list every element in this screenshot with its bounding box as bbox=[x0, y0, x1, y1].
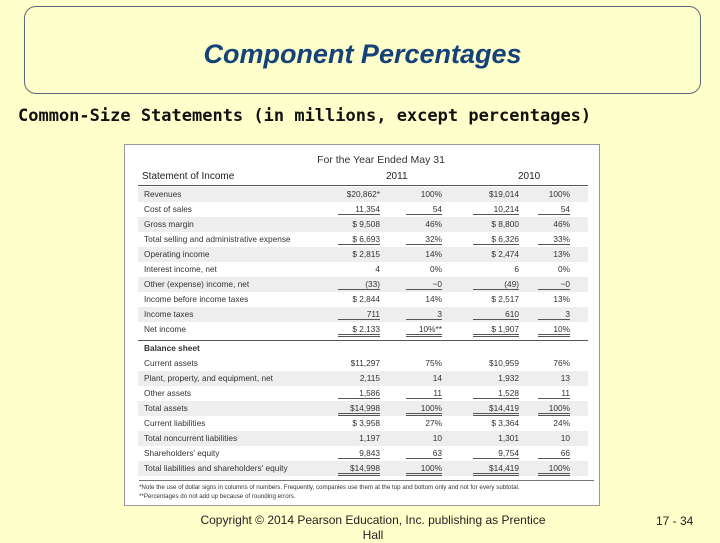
table-row bbox=[138, 232, 588, 247]
value-year2: $ 1,907 bbox=[473, 324, 519, 337]
table-row bbox=[138, 371, 588, 386]
balance-table bbox=[138, 356, 588, 476]
value-year1: $11,297 bbox=[350, 358, 380, 368]
value-year2: 1,301 bbox=[498, 433, 519, 443]
row-label: Operating income bbox=[144, 249, 210, 259]
percent-year1: 54 bbox=[406, 204, 442, 215]
percent-year2: ~0 bbox=[538, 279, 570, 290]
balance-sheet-section bbox=[138, 340, 588, 476]
row-label: Total selling and administrative expense bbox=[144, 234, 291, 244]
percent-year1: 14% bbox=[425, 249, 442, 259]
table-row bbox=[138, 416, 588, 431]
value-year1: $14,998 bbox=[338, 463, 380, 476]
value-year2: 10,214 bbox=[473, 204, 519, 215]
value-year1: 2,115 bbox=[359, 373, 380, 383]
row-label: Net income bbox=[144, 324, 186, 334]
table-row bbox=[138, 292, 588, 307]
value-year2: 6 bbox=[514, 264, 519, 274]
percent-year2: 13% bbox=[553, 249, 570, 259]
percent-year1: 100% bbox=[420, 189, 442, 199]
value-year2: $14,419 bbox=[473, 463, 519, 476]
percent-year2: 100% bbox=[548, 189, 570, 199]
copyright-footer: Copyright © 2014 Pearson Education, Inc. publishing as Prentice Hall bbox=[200, 513, 546, 542]
value-year1: $20,862* bbox=[346, 189, 380, 199]
page-number: 17 - 34 bbox=[656, 514, 694, 528]
percent-year2: 54 bbox=[538, 204, 570, 215]
row-label: Total noncurrent liabilities bbox=[144, 433, 238, 443]
percent-year1: 100% bbox=[406, 463, 442, 476]
value-year2: $14,419 bbox=[473, 403, 519, 416]
value-year1: (33) bbox=[338, 279, 380, 290]
footnote-2: **Percentages do not add up because of rounding errors. bbox=[139, 493, 296, 500]
percent-year1: ~0 bbox=[406, 279, 442, 290]
row-label: Revenues bbox=[144, 189, 182, 199]
value-year2: $19,014 bbox=[489, 189, 519, 199]
percent-year2: 46% bbox=[553, 219, 570, 229]
value-year1: 9,843 bbox=[338, 448, 380, 459]
value-year2: 9,754 bbox=[473, 448, 519, 459]
title-box bbox=[24, 6, 701, 94]
row-label: Plant, property, and equipment, net bbox=[144, 373, 273, 383]
value-year2: $ 8,800 bbox=[491, 219, 519, 229]
statement-heading: Statement of Income bbox=[142, 171, 235, 182]
percent-year1: 75% bbox=[425, 358, 442, 368]
value-year2: $ 6,326 bbox=[473, 234, 519, 245]
percent-year1: 3 bbox=[406, 309, 442, 320]
footnote-1: *Note the use of dollar signs in columns of numbers. Frequently, companies use them at the top and bottom only and not for every subtotal. bbox=[139, 484, 520, 491]
table-row bbox=[138, 187, 588, 202]
percent-year2: 11 bbox=[538, 388, 570, 399]
table-row bbox=[138, 401, 588, 416]
value-year1: 1,586 bbox=[338, 388, 380, 399]
percent-year1: 11 bbox=[406, 388, 442, 399]
percent-year1: 46% bbox=[425, 219, 442, 229]
income-table bbox=[138, 187, 588, 337]
value-year1: $ 6,693 bbox=[338, 234, 380, 245]
percent-year2: 76% bbox=[553, 358, 570, 368]
percent-year2: 33% bbox=[538, 234, 570, 245]
value-year1: $ 2,133 bbox=[338, 324, 380, 337]
row-label: Interest income, net bbox=[144, 264, 217, 274]
percent-year1: 27% bbox=[425, 418, 442, 428]
period-header: For the Year Ended May 31 bbox=[317, 154, 445, 166]
value-year1: $14,998 bbox=[338, 403, 380, 416]
common-size-statement bbox=[124, 144, 600, 506]
percent-year2: 13% bbox=[553, 294, 570, 304]
slide-subtitle: Common-Size Statements (in millions, except percentages) bbox=[18, 106, 592, 126]
value-year2: $10,959 bbox=[489, 358, 519, 368]
year2-header: 2010 bbox=[518, 171, 541, 182]
row-label: Gross margin bbox=[144, 219, 194, 229]
column-header-row bbox=[138, 169, 588, 186]
value-year1: 4 bbox=[375, 264, 380, 274]
percent-year2: 24% bbox=[553, 418, 570, 428]
percent-year2: 100% bbox=[538, 403, 570, 416]
percent-year2: 10% bbox=[538, 324, 570, 337]
table-row bbox=[138, 307, 588, 322]
value-year1: $ 3,958 bbox=[352, 418, 380, 428]
value-year1: 11,354 bbox=[338, 204, 380, 215]
percent-year2: 3 bbox=[538, 309, 570, 320]
value-year1: $ 2,844 bbox=[352, 294, 380, 304]
value-year1: $ 9,508 bbox=[352, 219, 380, 229]
table-row bbox=[138, 277, 588, 292]
balance-sheet-heading-row bbox=[138, 341, 588, 356]
percent-year1: 14 bbox=[432, 373, 442, 383]
percent-year2: 66 bbox=[538, 448, 570, 459]
value-year2: $ 3,364 bbox=[491, 418, 519, 428]
percent-year2: 13 bbox=[560, 373, 570, 383]
percent-year1: 10 bbox=[432, 433, 442, 443]
footnotes bbox=[139, 480, 594, 501]
value-year1: $ 2,815 bbox=[352, 249, 380, 259]
row-label: Cost of sales bbox=[144, 204, 192, 214]
percent-year1: 0% bbox=[430, 264, 442, 274]
row-label: Shareholders' equity bbox=[144, 448, 220, 458]
percent-year2: 0% bbox=[558, 264, 570, 274]
table-row bbox=[138, 217, 588, 232]
row-label: Current assets bbox=[144, 358, 198, 368]
percent-year1: 32% bbox=[406, 234, 442, 245]
table-row bbox=[138, 431, 588, 446]
row-label: Other (expense) income, net bbox=[144, 279, 250, 289]
percent-year1: 100% bbox=[406, 403, 442, 416]
value-year2: 610 bbox=[473, 309, 519, 320]
percent-year1: 14% bbox=[425, 294, 442, 304]
table-row bbox=[138, 461, 588, 476]
slide-title: Component Percentages bbox=[203, 39, 522, 69]
percent-year1: 10%** bbox=[406, 324, 442, 337]
row-label: Total assets bbox=[144, 403, 188, 413]
percent-year1: 63 bbox=[406, 448, 442, 459]
year1-header: 2011 bbox=[386, 171, 408, 182]
value-year1: 1,197 bbox=[359, 433, 380, 443]
table-row bbox=[138, 262, 588, 277]
table-row bbox=[138, 386, 588, 401]
value-year2: $ 2,517 bbox=[491, 294, 519, 304]
value-year2: 1,932 bbox=[498, 373, 519, 383]
balance-sheet-heading: Balance sheet bbox=[144, 343, 200, 353]
table-row bbox=[138, 446, 588, 461]
row-label: Income before income taxes bbox=[144, 294, 249, 304]
value-year2: (49) bbox=[473, 279, 519, 290]
value-year2: 1,528 bbox=[473, 388, 519, 399]
row-label: Other assets bbox=[144, 388, 192, 398]
value-year2: $ 2,474 bbox=[491, 249, 519, 259]
percent-year2: 10 bbox=[560, 433, 570, 443]
row-label: Current liabilities bbox=[144, 418, 206, 428]
row-label: Income taxes bbox=[144, 309, 194, 319]
percent-year2: 100% bbox=[538, 463, 570, 476]
table-row bbox=[138, 202, 588, 217]
table-row bbox=[138, 322, 588, 337]
row-label: Total liabilities and shareholders' equity bbox=[144, 463, 288, 473]
table-row bbox=[138, 247, 588, 262]
table-row bbox=[138, 356, 588, 371]
value-year1: 711 bbox=[338, 309, 380, 320]
